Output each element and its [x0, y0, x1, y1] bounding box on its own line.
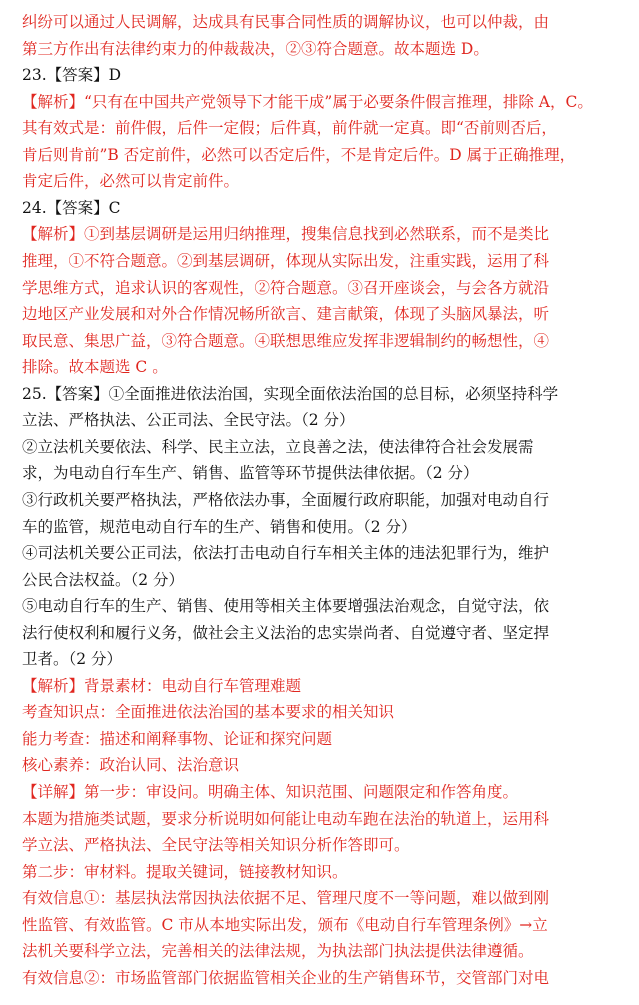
text-line: 【详解】第一步：审设问。明确主体、知识范围、问题限定和作答角度。 [22, 783, 519, 801]
text-line: 23.【答案】D [22, 66, 122, 85]
text-line: ④司法机关要公正司法，依法打击电动自行车相关主体的违法犯罪行为，维护 [22, 544, 550, 562]
text-line: 第三方作出有法律约束力的仲裁裁决，②③符合题意。故本题选 D。 [22, 39, 489, 58]
text-line: 学立法、严格执法、全民守法等相关知识分析作答即可。 [22, 836, 410, 855]
text-line: 求，为电动自行车生产、销售、监管等环节提供法律依据。（2 分） [22, 464, 479, 483]
text-line: 核心素养：政治认同、法治意识 [22, 756, 240, 775]
text-line: 取民意、集思广益，③符合题意。④联想思维应发挥非逻辑制约的畅想性，④ [22, 331, 550, 350]
text-line: 立法、严格执法、公正司法、全民守法。（2 分） [22, 411, 355, 430]
text-line: 有效信息②：市场监管部门依据监管相关企业的生产销售环节，交管部门对电 [22, 968, 550, 987]
text-line: 有效信息①：基层执法常因执法依据不足、管理尺度不一等问题，难以做到刚 [22, 889, 550, 908]
text-line: 【解析】“只有在中国共产党领导下才能干成”属于必要条件假言推理，排除 A，C。 [22, 92, 593, 111]
text-line: 肯定后件，必然可以肯定前件。 [22, 172, 240, 191]
text-line: 第二步：审材料。提取关键词，链接教材知识。 [22, 862, 348, 881]
text-line: 推理，①不符合题意。②到基层调研，体现从实际出发，注重实践，运用了科 [22, 252, 550, 270]
text-line: 24.【答案】C [22, 198, 121, 217]
text-line: 性监管、有效监管。C 市从本地实际出发，颁布《电动自行车管理条例》→立 [22, 915, 548, 934]
text-line: 考查知识点：全面推进依法治国的基本要求的相关知识 [22, 703, 395, 722]
text-line: 25.【答案】①全面推进依法治国，实现全面依法治国的总目标，必须坚持科学 [22, 384, 559, 403]
text-line: 法行使权利和履行义务，做社会主义法治的忠实崇尚者、自觉遵守者、坚定捍 [22, 623, 550, 642]
text-line: 排除。故本题选 C 。 [22, 358, 168, 377]
text-line: ⑤电动自行车的生产、销售、使用等相关主体要增强法治观念，自觉守法，依 [22, 597, 550, 616]
text-line: 法机关要科学立法，完善相关的法律法规，为执法部门执法提供法律遵循。 [22, 942, 534, 961]
text-line: 公民合法权益。（2 分） [22, 570, 185, 589]
text-line: 能力考查：描述和阐释事物、论证和探究问题 [22, 729, 333, 748]
text-line: ②立法机关要依法、科学、民主立法，立良善之法，使法律符合社会发展需 [22, 437, 534, 456]
text-line: 本题为措施类试题，要求分析说明如何能让电动车跑在法治的轨道上，运用科 [22, 809, 550, 828]
text-line: 边地区产业发展和对外合作情况畅所欲言、建言献策，体现了头脑风暴法，听 [22, 305, 550, 324]
text-line: 纠纷可以通过人民调解，达成具有民事合同性质的调解协议，也可以仲裁，由 [22, 13, 550, 31]
text-line: 车的监管，规范电动自行车的生产、销售和使用。（2 分） [22, 517, 417, 536]
text-line: ③行政机关要严格执法，严格依法办事，全面履行政府职能，加强对电动自行 [22, 490, 550, 509]
text-line: 肯后则肯前”B 否定前件，必然可以否定后件，不是肯定后件。D 属于正确推理， [22, 145, 576, 164]
text-line: 学思维方式，追求认识的客观性，②符合题意。③召开座谈会，与会各方就沿 [22, 278, 550, 297]
text-line: 卫者。（2 分） [22, 650, 123, 669]
text-line: 【解析】①到基层调研是运用归纳推理，搜集信息找到必然联系，而不是类比 [22, 225, 550, 244]
text-line: 其有效式是：前件假，后件一定假；后件真，前件就一定真。即“否前则否后， [22, 119, 557, 138]
text-line: 【解析】背景素材：电动自行车管理难题 [22, 676, 302, 695]
